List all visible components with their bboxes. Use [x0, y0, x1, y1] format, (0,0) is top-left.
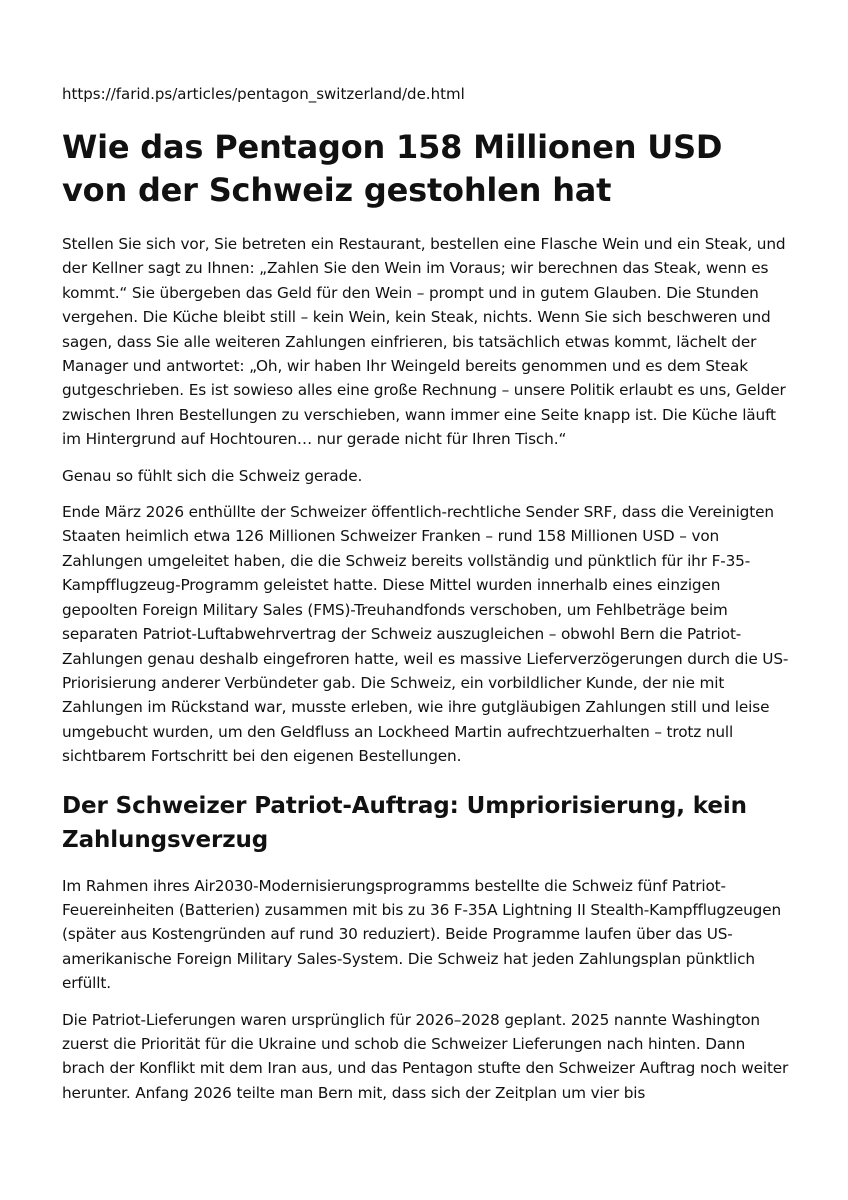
section-heading: Der Schweizer Patriot-Auftrag: Umpriorisierung, kein Zahlungsverzug — [62, 792, 747, 853]
intro-paragraph: Stellen Sie sich vor, Sie betreten ein Restaurant, bestellen eine Flasche Wein und ein Steak, und der Kellner sagt zu Ihnen: „Zahlen Sie den Wein im Voraus; wir berechnen das Steak, wenn es kommt.“ Sie übergeben das Geld für den Wein – prompt und in gutem Glauben. Die Stunden vergehen. Die Küche bleibt still – kein Wein, kein Steak, nichts. Wenn Sie sich beschweren und sagen, dass Sie alle weiteren Zahlungen einfrieren, bis tatsächlich etwas kommt, lächelt der Manager und antwortet: „Oh, wir haben Ihr Weingeld bereits genommen und es dem Steak gutgeschrieben. Es ist sowieso alles eine große Rechnung – unsere Politik erlaubt es uns, Gelder zwischen Ihren Bestellungen zu verschieben, wann immer eine Seite knapp ist. Die Küche läuft im Hintergrund auf Hochtouren… nur gerade nicht für Ihren Tisch.“ — [62, 235, 786, 449]
summary-paragraph: Genau so fühlt sich die Schweiz gerade. — [62, 466, 363, 485]
article-title: Wie das Pentagon 158 Millionen USD von der Schweiz gestohlen hat — [62, 128, 723, 209]
section-paragraph: Die Patriot-Lieferungen waren ursprünglich für 2026–2028 geplant. 2025 nannte Washington zuerst die Priorität für die Ukraine und schob die Schweizer Lieferungen nach hinten. Dann brach der Konflikt mit dem Iran aus, und das Pentagon stufte den Schweizer Auftrag noch weiter herunter. Anfang 2026 teilte man Bern mit, dass sich der Zeitplan um vier bis — [62, 1010, 789, 1102]
document-page — [62, 84, 792, 1117]
body-paragraph: Ende März 2026 enthüllte der Schweizer öffentlich-rechtliche Sender SRF, dass die Vereinigten Staaten heimlich etwa 126 Millionen Schweizer Franken – rund 158 Millionen USD – von Zahlungen umgeleitet haben, die die Schweiz bereits vollständig und pünktlich für ihr F-35-Kampfflugzeug-Programm geleistet hatte. Diese Mittel wurden innerhalb eines einzigen gepoolten Foreign Military Sales (FMS)-Treuhandfonds verschoben, um Fehlbeträge beim separaten Patriot-Luftabwehrvertrag der Schweiz auszugleichen – obwohl Bern die Patriot-Zahlungen genau deshalb eingefroren hatte, weil es massive Lieferverzögerungen durch die US-Priorisierung anderer Verbündeter gab. Die Schweiz, ein vorbildlicher Kunde, der nie mit Zahlungen im Rückstand war, musste erleben, wie ihre gutgläubigen Zahlungen still und leise umgebucht wurden, um den Geldfluss an Lockheed Martin aufrechtzuerhalten – trotz null sichtbarem Fortschritt bei den eigenen Bestellungen. — [62, 503, 789, 766]
page-url-link[interactable]: https://farid.ps/articles/pentagon_switzerland/de.html — [62, 85, 465, 103]
section-paragraph: Im Rahmen ihres Air2030-Modernisierungsprogramms bestellte die Schweiz fünf Patriot-Feuereinheiten (Batterien) zusammen mit bis zu 36 F-35A Lightning II Stealth-Kampfflugzeugen (später aus Kostengründen auf rund 30 reduziert). Beide Programme laufen über das US-amerikanische Foreign Military Sales-System. Die Schweiz hat jeden Zahlungsplan pünktlich erfüllt. — [62, 876, 782, 993]
